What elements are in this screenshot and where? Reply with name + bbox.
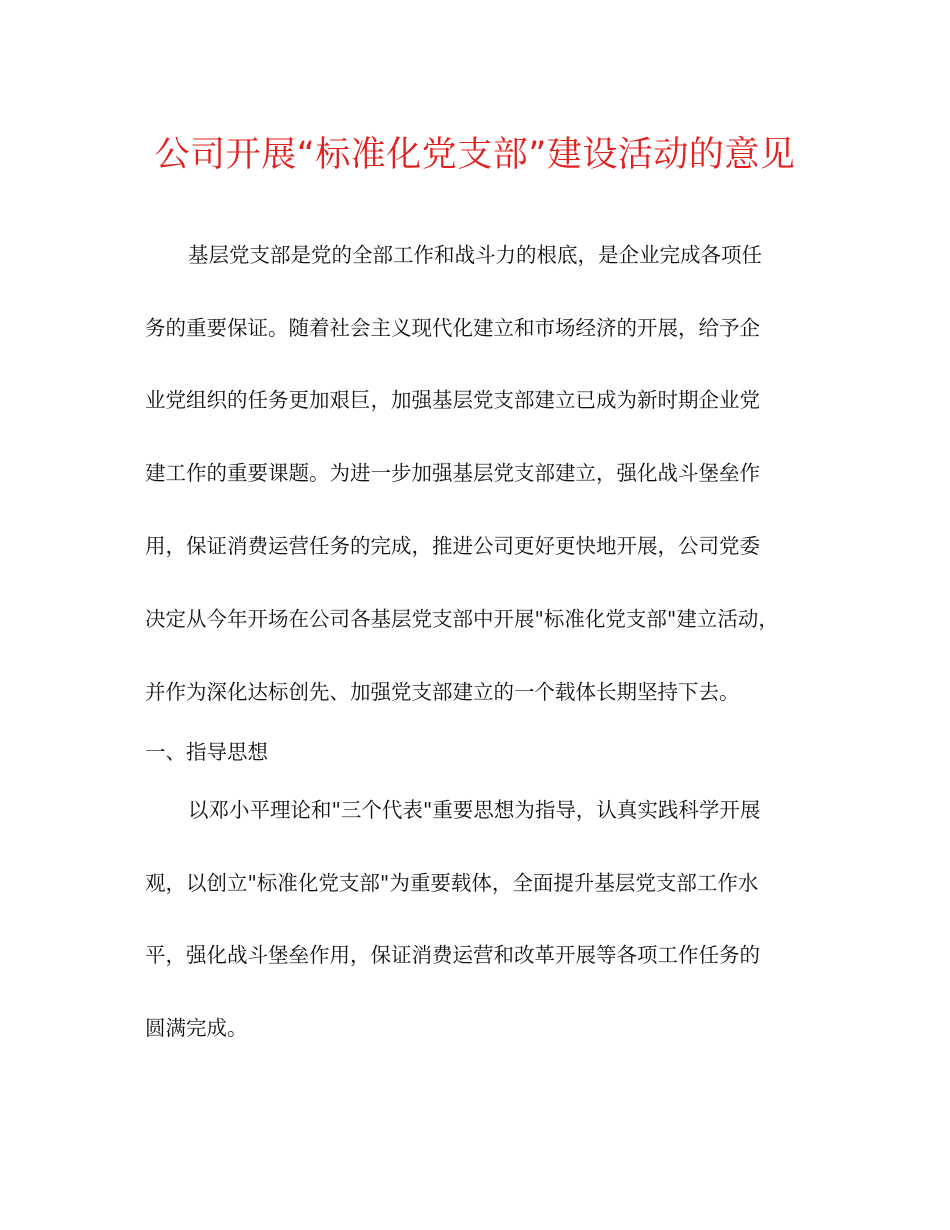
paragraph-line: 并作为深化达标创先、加强党支部建立的一个载体长期坚持下去。: [145, 680, 740, 704]
document-title: 公司开展“标准化党支部”建设活动的意见: [154, 135, 796, 175]
paragraph-line: 以邓小平理论和"三个代表"重要思想为指导，认真实践科学开展: [188, 798, 761, 822]
paragraph-line: 用，保证消费运营任务的完成，推进公司更好更快地开展，公司党委: [145, 534, 760, 558]
section-heading: 一、指导思想: [145, 740, 268, 764]
paragraph-line: 业党组织的任务更加艰巨，加强基层党支部建立已成为新时期企业党: [145, 388, 760, 412]
paragraph-line: 决定从今年开场在公司各基层党支部中开展"标准化党支部"建立活动，: [145, 607, 779, 631]
paragraph-line: 圆满完成。: [145, 1016, 248, 1040]
paragraph-line: 观，以创立"标准化党支部"为重要载体，全面提升基层党支部工作水: [145, 871, 759, 895]
paragraph-line: 基层党支部是党的全部工作和战斗力的根底，是企业完成各项任: [188, 243, 762, 267]
paragraph-line: 平，强化战斗堡垒作用，保证消费运营和改革开展等各项工作任务的: [145, 943, 760, 967]
paragraph-line: 建工作的重要课题。为进一步加强基层党支部建立，强化战斗堡垒作: [145, 461, 760, 485]
paragraph-line: 务的重要保证。随着社会主义现代化建立和市场经济的开展，给予企: [145, 316, 760, 340]
